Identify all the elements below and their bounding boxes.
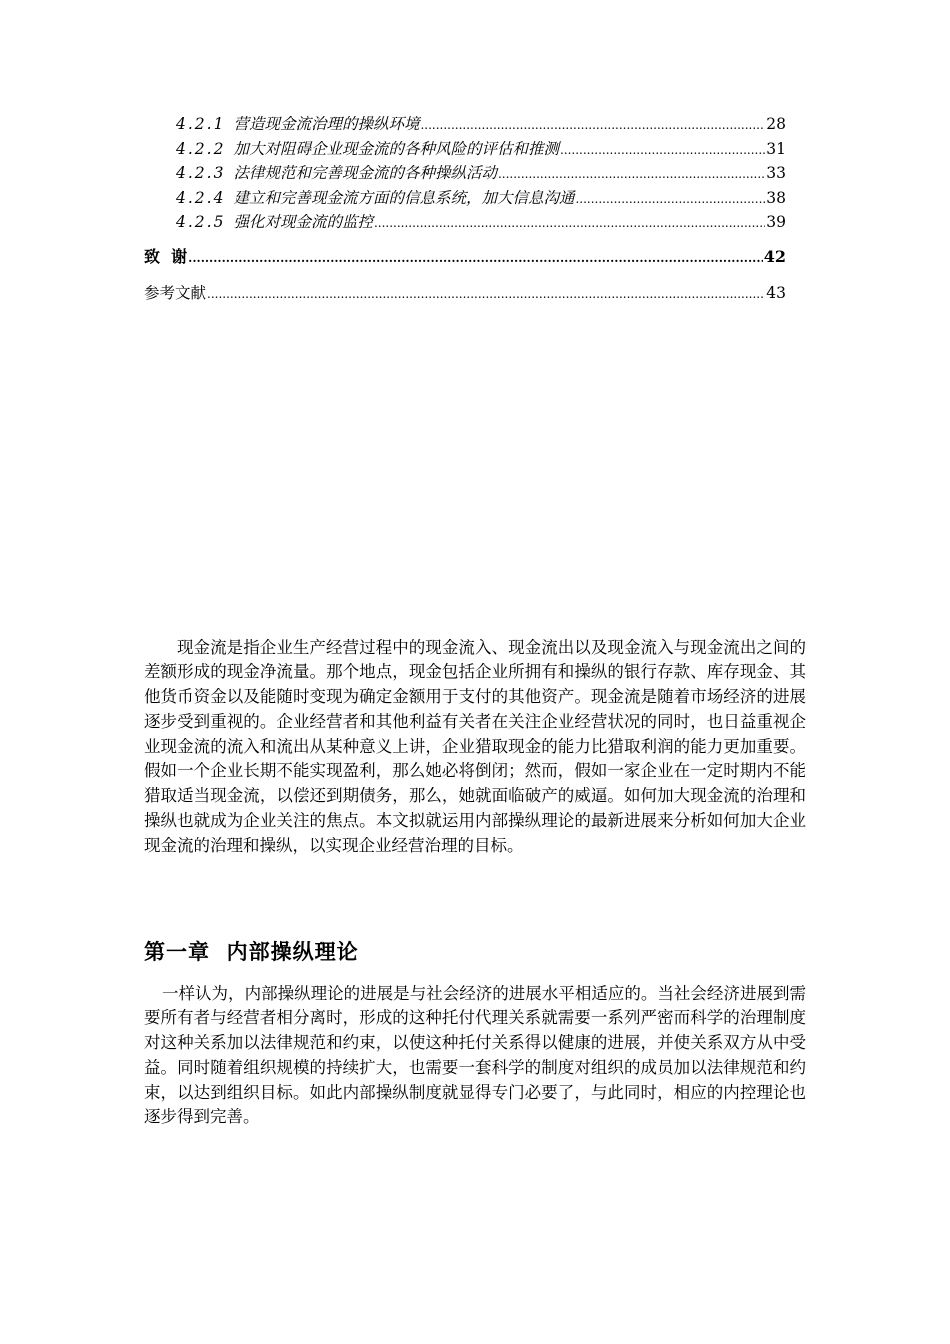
table-of-contents (144, 112, 786, 305)
toc-entry[interactable] (144, 112, 786, 137)
toc-entry-page: 43 (766, 283, 786, 302)
toc-entry-page: 39 (766, 213, 786, 231)
toc-leader-dots (498, 161, 765, 186)
intro-paragraph: 现金流是指企业生产经营过程中的现金流入、现金流出以及现金流入与现金流出之间的差额形成的现金净流量。那个地点，现金包括企业所拥有和操纵的银行存款、库存现金、其他货币资金以及能随时变现为确定金额用于支付的其他资产。现金流是随着市场经济的进展逐步受到重视的。企业经营者和其他利益有关者在关注企业经营状况的同时，也日益重视企业现金流的流入和流出从某种意义上讲，企业猎取现金的能力比猎取利润的能力更加重要。假如一个企业长期不能实现盈利，那么她必将倒闭；然而，假如一家企业在一定时期内不能猎取适当现金流，以偿还到期债务，那么，她就面临破产的威逼。如何加大现金流的治理和操纵也就成为企业关注的焦点。本文拟就运用内部操纵理论的最新进展来分析如何加大企业现金流的治理和操纵，以实现企业经营治理的目标。 (144, 637, 806, 855)
toc-entry[interactable] (144, 137, 786, 162)
toc-leader-dots (188, 245, 763, 270)
toc-entry-number: 4.2.3 (176, 164, 226, 182)
toc-entry-page: 33 (766, 164, 786, 182)
toc-entry-title: 建立和完善现金流方面的信息系统，加大信息沟通 (233, 188, 575, 207)
toc-entry-title: 参考文献 (144, 283, 207, 302)
toc-entry-title: 加大对阻碍企业现金流的各种风险的评估和推测 (233, 139, 559, 158)
toc-entry-title: 营造现金流治理的操纵环境 (233, 115, 420, 133)
chapter-paragraph: 一样认为，内部操纵理论的进展是与社会经济的进展水平相适应的。当社会经济进展到需要所有者与经营者相分离时，形成的这种托付代理关系就需要一系列严密而科学的治理制度对这种关系加以法律规范和约束，以使这种托付关系得以健康的进展，并使关系双方从中受益。同时随着组织规模的持续扩大，也需要一套科学的制度对组织的成员加以法律规范和约束，以达到组织目标。如此内部操纵制度就显得专门必要了，与此同时，相应的内控理论也逐步得到完善。 (144, 983, 806, 1127)
toc-entry-number: 4.2.2 (176, 139, 226, 158)
toc-entry-number: 4.2.1 (176, 115, 226, 133)
toc-entry-references[interactable] (144, 281, 786, 306)
toc-leader-dots (575, 186, 765, 211)
toc-leader-dots (420, 112, 765, 137)
toc-entry[interactable] (144, 210, 786, 235)
toc-leader-dots (560, 137, 765, 162)
toc-entry-page: 38 (766, 188, 786, 207)
toc-entry-page: 28 (766, 115, 786, 133)
toc-entry[interactable] (144, 161, 786, 186)
toc-entry-number: 4.2.5 (176, 213, 226, 231)
toc-entry-page: 42 (763, 246, 786, 266)
toc-leader-dots (374, 210, 765, 235)
toc-entry-title: 强化对现金流的监控 (233, 213, 373, 231)
toc-leader-dots (207, 281, 765, 306)
toc-entry[interactable] (144, 186, 786, 211)
chapter-heading: 第一章 内部操纵理论 (144, 940, 359, 964)
toc-entry-title: 致 谢 (144, 246, 188, 266)
toc-entry-page: 31 (766, 139, 786, 158)
toc-entry-title: 法律规范和完善现金流的各种操纵活动 (233, 164, 497, 182)
toc-entry-thanks[interactable] (144, 245, 786, 273)
toc-entry-number: 4.2.4 (176, 188, 226, 207)
